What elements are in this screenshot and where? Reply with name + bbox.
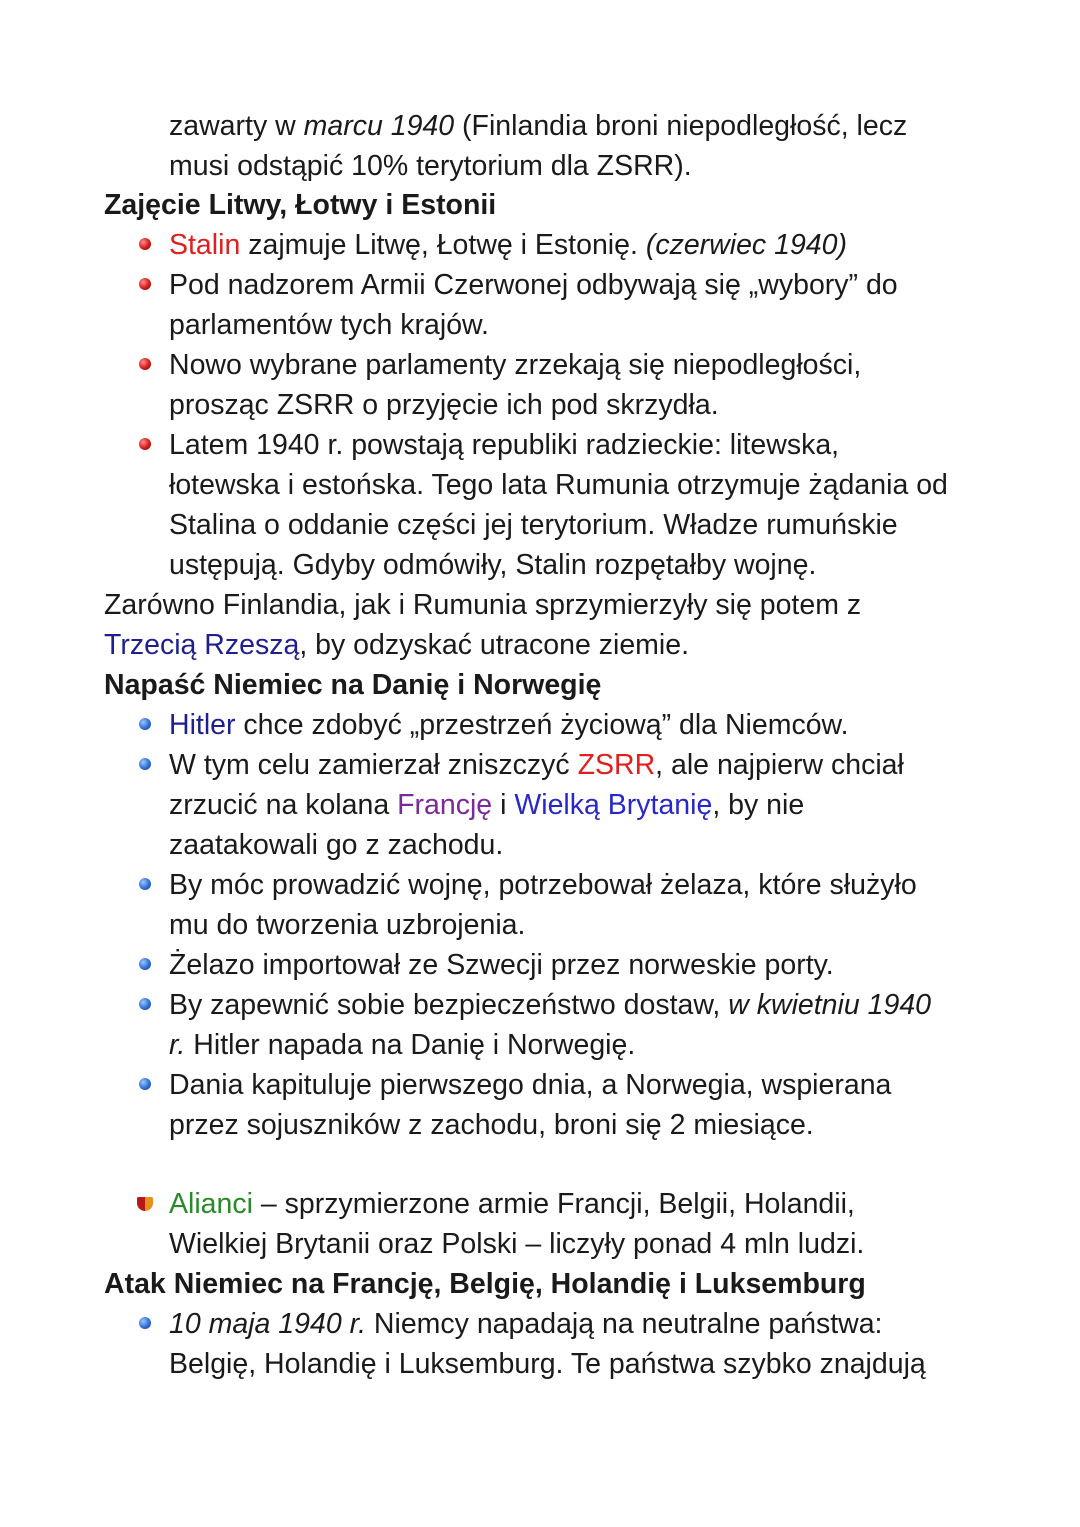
red-bullet-icon: [139, 438, 151, 450]
text-line: ustępują. Gdyby odmówiły, Stalin rozpętałby wojnę.: [169, 549, 817, 581]
text-line: zawarty w marcu 1940 (Finlandia broni niepodległość, lecz: [169, 110, 908, 142]
list-item: Hitler chce zdobyć „przestrzeń życiową” dla Niemców.: [169, 709, 849, 741]
section-heading: Atak Niemiec na Francję, Belgię, Holandię i Luksemburg: [104, 1268, 866, 1300]
list-item: Latem 1940 r. powstają republiki radzieckie: litewska,: [169, 429, 840, 461]
list-item: By móc prowadzić wojnę, potrzebował żelaza, które służyło: [169, 869, 917, 901]
text-line: parlamentów tych krajów.: [169, 309, 489, 341]
list-item: Żelazo importował ze Szwecji przez norweskie porty.: [169, 949, 834, 981]
text-line: mu do tworzenia uzbrojenia.: [169, 909, 526, 941]
section-heading: Napaść Niemiec na Danię i Norwegię: [104, 669, 602, 701]
blue-bullet-icon: [139, 1078, 151, 1090]
text-line: Wielkiej Brytanii oraz Polski – liczyły ponad 4 mln ludzi.: [169, 1228, 865, 1260]
list-item: Nowo wybrane parlamenty zrzekają się niepodległości,: [169, 349, 862, 381]
text-line: r. Hitler napada na Danię i Norwegię.: [169, 1029, 636, 1061]
blue-bullet-icon: [139, 718, 151, 730]
red-bullet-icon: [139, 358, 151, 370]
red-bullet-icon: [139, 278, 151, 290]
blue-bullet-icon: [139, 998, 151, 1010]
list-item: Dania kapituluje pierwszego dnia, a Norwegia, wspierana: [169, 1069, 892, 1101]
section-heading: Zajęcie Litwy, Łotwy i Estonii: [104, 189, 497, 221]
text-line: Stalina o oddanie części jej terytorium. Władze rumuńskie: [169, 509, 898, 541]
blue-bullet-icon: [139, 878, 151, 890]
blue-bullet-icon: [139, 958, 151, 970]
text-line: zrzucić na kolana Francję i Wielką Brytanię, by nie: [169, 789, 805, 821]
text-line: łotewska i estońska. Tego lata Rumunia otrzymuje żądania od: [169, 469, 948, 501]
text-line: zaatakowali go z zachodu.: [169, 829, 504, 861]
text-line: przez sojuszników z zachodu, broni się 2 miesiące.: [169, 1109, 814, 1141]
list-item: 10 maja 1940 r. Niemcy napadają na neutralne państwa:: [169, 1308, 883, 1340]
list-item: Stalin zajmuje Litwę, Łotwę i Estonię. (czerwiec 1940): [169, 229, 847, 261]
blue-bullet-icon: [139, 1317, 151, 1329]
paragraph-line: Zarówno Finlandia, jak i Rumunia sprzymierzyły się potem z: [104, 589, 862, 621]
paragraph-line: Trzecią Rzeszą, by odzyskać utracone ziemie.: [104, 629, 690, 661]
text-line: musi odstąpić 10% terytorium dla ZSRR).: [169, 150, 692, 182]
text-line: Belgię, Holandię i Luksemburg. Te państwa szybko znajdują: [169, 1348, 926, 1380]
shield-bullet-icon: [137, 1197, 153, 1211]
red-bullet-icon: [139, 238, 151, 250]
text-line: prosząc ZSRR o przyjęcie ich pod skrzydła.: [169, 389, 719, 421]
list-item: Alianci – sprzymierzone armie Francji, Belgii, Holandii,: [169, 1188, 855, 1220]
list-item: W tym celu zamierzał zniszczyć ZSRR, ale najpierw chciał: [169, 749, 904, 781]
list-item: Pod nadzorem Armii Czerwonej odbywają się „wybory” do: [169, 269, 898, 301]
list-item: By zapewnić sobie bezpieczeństwo dostaw, w kwietniu 1940: [169, 989, 932, 1021]
blue-bullet-icon: [139, 758, 151, 770]
